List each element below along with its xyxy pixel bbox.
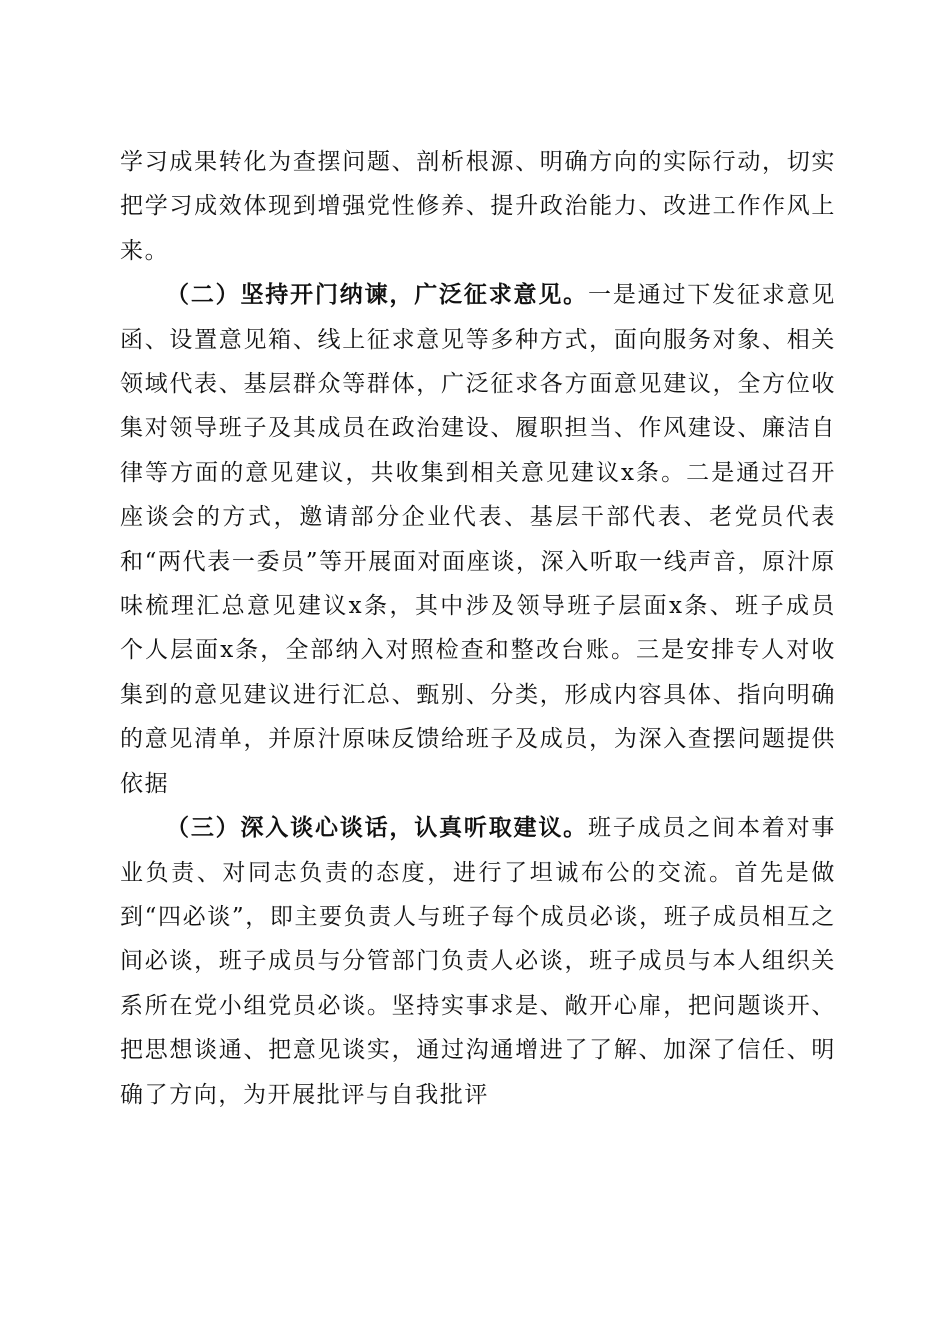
paragraph-continuation <box>120 140 836 273</box>
section-2-heading: （二）坚持开门纳谏，广泛征求意见。 <box>166 281 588 309</box>
document-body <box>120 140 836 1117</box>
paragraph-section-3 <box>120 806 836 1117</box>
paragraph-section-2 <box>120 273 836 806</box>
paragraph-1-text: 学习成果转化为查摆问题、剖析根源、明确方向的实际行动，切实把学习成效体现到增强党性修养、提升政治能力、改进工作作风上来。 <box>120 149 836 264</box>
section-2-text: 一是通过下发征求意见函、设置意见箱、线上征求意见等多种方式，面向服务对象、相关领域代表、基层群众等群体，广泛征求各方面意见建议，全方位收集对领导班子及其成员在政治建设、履职担当、作风建设、廉洁自律等方面的意见建议，共收集到相关意见建议x条。二是通过召开座谈会的方式，邀请部分企业代表、基层干部代表、老党员代表和“两代表一委员”等开展面对面座谈，深入听取一线声音，原汁原味梳理汇总意见建议x条，其中涉及领导班子层面x条、班子成员个人层面x条，全部纳入对照检查和整改台账。三是安排专人对收集到的意见建议进行汇总、甄别、分类，形成内容具体、指向明确的意见清单，并原汁原味反馈给班子及成员，为深入查摆问题提供依据 <box>120 282 837 797</box>
section-3-text: 班子成员之间本着对事业负责、对同志负责的态度，进行了坦诚布公的交流。首先是做到“四必谈”，即主要负责人与班子每个成员必谈，班子成员相互之间必谈，班子成员与分管部门负责人必谈，班子成员与本人组织关系所在党小组党员必谈。坚持实事求是、敞开心扉，把问题谈开、把思想谈通、把意见谈实，通过沟通增进了了解、加深了信任、明确了方向，为开展批评与自我批评 <box>120 815 837 1108</box>
section-3-heading: （三）深入谈心谈话，认真听取建议。 <box>166 814 588 842</box>
